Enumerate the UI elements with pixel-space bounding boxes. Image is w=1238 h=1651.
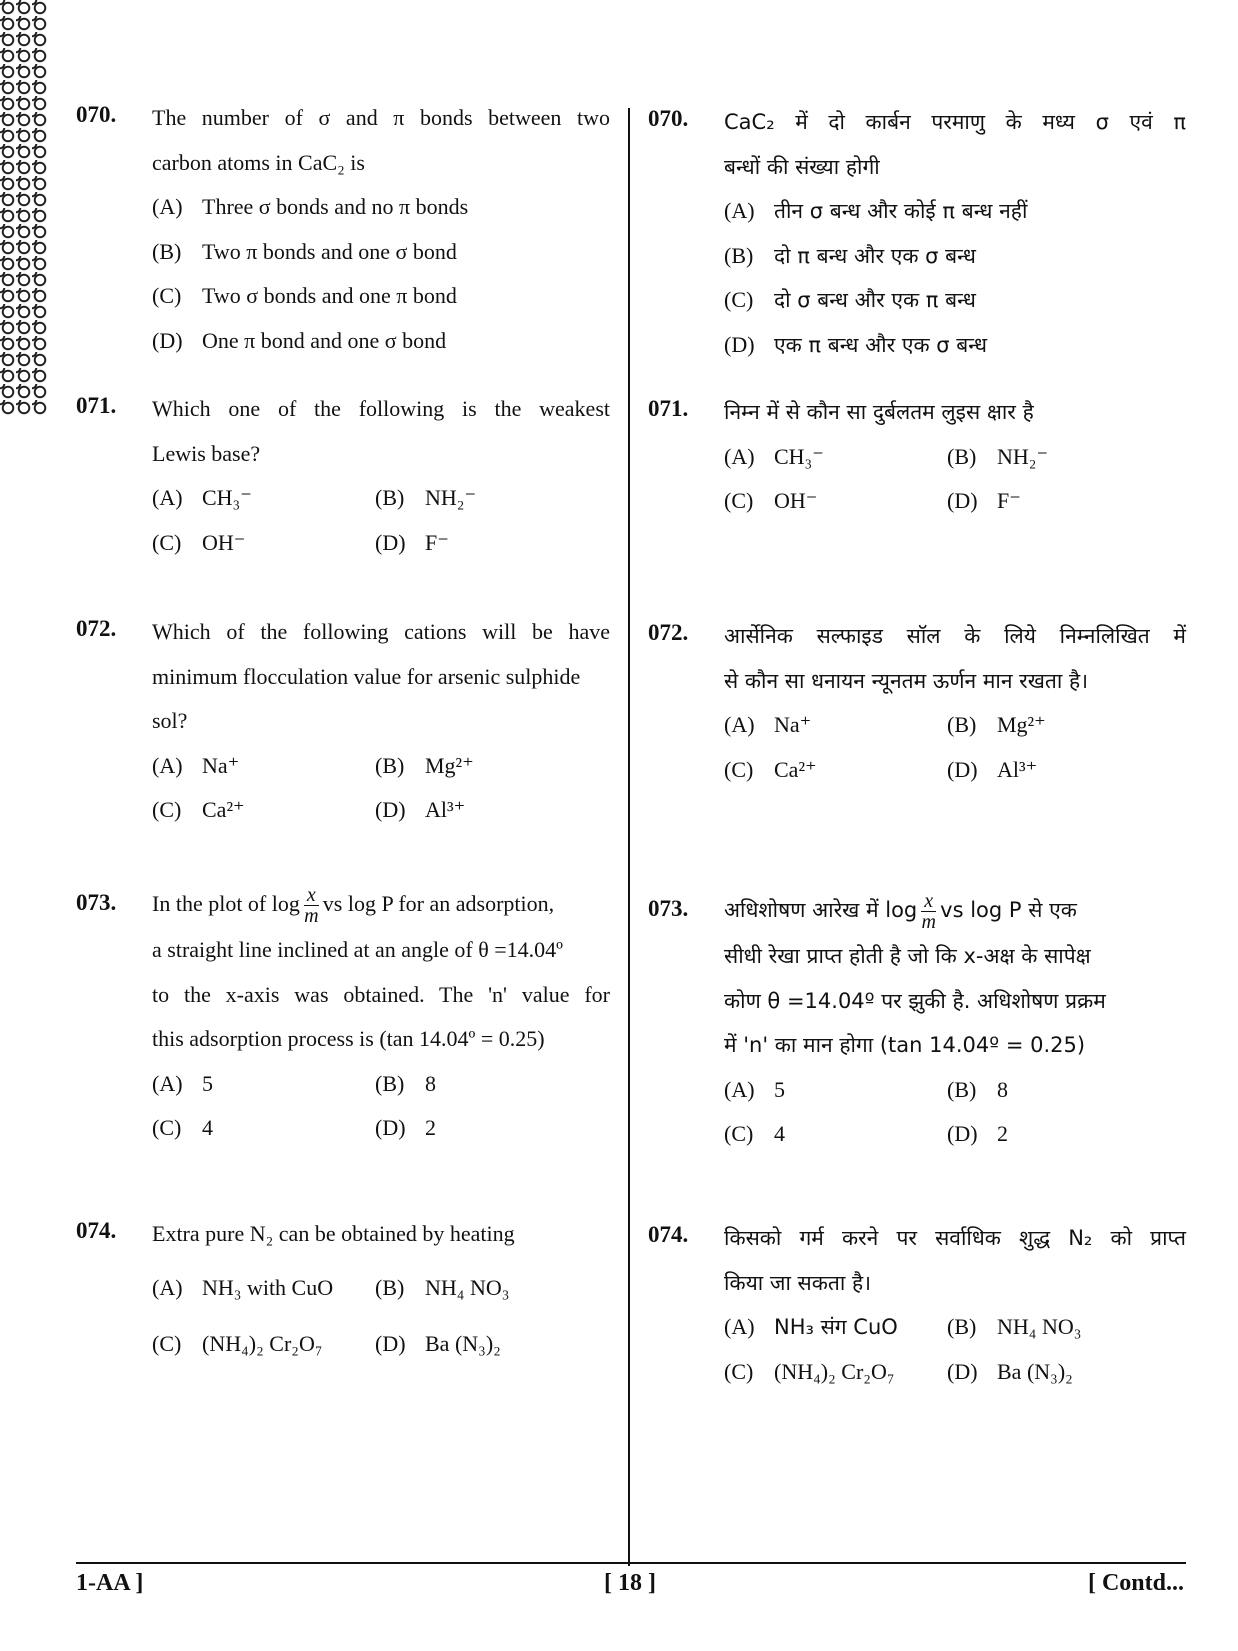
booklet-code: 1-AA ] [76, 1570, 144, 1596]
question-stem: Extra pure N₂ can be obtained by heating [152, 1221, 515, 1246]
question-stem: a straight line inclined at an angle of θ =14.04º [152, 937, 563, 962]
question-number: 073. [76, 890, 117, 915]
option-a: (A) CH₃⁻ [152, 485, 252, 510]
option-b: (B) 8 [947, 1076, 1008, 1102]
option-c: (C) दो σ बन्ध और एक π बन्ध [724, 287, 976, 312]
question-stem: The number of σ and π bonds between two [152, 105, 610, 130]
question-stem: किया जा सकता है। [724, 1270, 872, 1295]
continued-label: [ Contd... [1087, 1570, 1184, 1596]
question-stem: to the x-axis was obtained. The 'n' value for [152, 981, 610, 1007]
option-a: (A) NH₃ with CuO [152, 1275, 334, 1300]
question-stem: बन्धों की संख्या होगी [724, 154, 880, 179]
question-stem: minimum flocculation value for arsenic sulphide [152, 663, 581, 689]
question-stem: से कौन सा धनायन न्यूनतम ऊर्णन मान रखता है। [724, 668, 1089, 693]
option-b: (B) दो π बन्ध और एक σ बन्ध [724, 242, 976, 268]
question-stem: CaC₂ में दो कार्बन परमाणु के मध्य σ एवं π [724, 110, 1186, 134]
option-row [724, 485, 1186, 530]
option-a: (A) तीन σ बन्ध और कोई π बन्ध नहीं [724, 198, 1028, 223]
question-number: 071. [648, 396, 689, 421]
option-d: (D) Al³⁺ [375, 797, 466, 822]
option-b: (B) Mg²⁺ [947, 712, 1046, 737]
question-number: 070. [648, 106, 689, 131]
option-d: (D) Al³⁺ [947, 756, 1038, 782]
option-row [152, 527, 610, 572]
page-number: [ 18 ] [604, 1570, 656, 1596]
option-a: (A) CH₃⁻ [724, 443, 824, 469]
option-row [724, 441, 1186, 486]
option-row [152, 1112, 610, 1157]
option-d: (D) Ba (N₃)₂ [947, 1358, 1073, 1384]
fraction-x-over-m: $\frac{x}{m}$ [921, 890, 936, 934]
option-c: (C) 4 [152, 1115, 213, 1140]
option-row [152, 482, 610, 527]
option-row [152, 750, 610, 795]
question-stem: कोण θ =14.04º पर झुकी है. अधिशोषण प्रक्रम [724, 988, 1106, 1013]
option-row [152, 1272, 610, 1328]
option-c: (C) (NH₄)₂ Cr₂O₇ [724, 1358, 895, 1384]
question-stem: निम्न में से कौन सा दुर्बलतम लुइस क्षार है [724, 400, 1034, 424]
question-stem: आर्सेनिक सल्फाइड सॉल के लिये निम्नलिखित में [724, 624, 1186, 648]
question-number: 072. [76, 616, 117, 641]
option-d: (D) F⁻ [375, 529, 449, 555]
option-row [724, 1074, 1186, 1119]
option-row [724, 1356, 1186, 1401]
question-stem: किसको गर्म करने पर सर्वाधिक शुद्ध N₂ को प्राप्त [724, 1226, 1186, 1250]
question-number: 070. [76, 102, 117, 127]
option-a: (A) 5 [724, 1076, 785, 1102]
question-number: 073. [648, 896, 689, 921]
fraction-x-over-m: $\frac{x}{m}$ [304, 884, 319, 928]
option-c: (C) Ca²⁺ [152, 797, 245, 822]
question-stem: sol? [152, 708, 188, 733]
question-stem: में 'n' का मान होगा (tan 14.04º = 0.25) [724, 1033, 1086, 1057]
question-stem: अधिशोषण आरेख में log $\frac{x}{m}$ vs log P से एक [724, 890, 1077, 934]
option-row [152, 794, 610, 839]
column-divider [628, 108, 630, 1566]
option-d: (D) F⁻ [947, 488, 1021, 513]
option-b: (B) Mg²⁺ [375, 752, 474, 778]
option-d: (D) Ba (N₃)₂ [375, 1331, 501, 1356]
decorative-margin-pattern [0, 0, 50, 415]
question-number: 074. [648, 1222, 689, 1247]
option-c: (C) Two σ bonds and one π bond [152, 283, 457, 308]
option-row [724, 1118, 1186, 1163]
option-c: (C) 4 [724, 1121, 785, 1146]
question-number: 074. [76, 1218, 117, 1243]
option-d: (D) One π bond and one σ bond [152, 327, 447, 353]
option-a: (A) NH₃ संग CuO [724, 1314, 898, 1339]
option-c: (C) (NH₄)₂ Cr₂O₇ [152, 1331, 323, 1356]
option-a: (A) Na⁺ [152, 752, 240, 778]
option-b: (B) NH₄ NO₃ [947, 1314, 1082, 1339]
option-b: (B) NH₄ NO₃ [375, 1275, 510, 1300]
option-a: (A) Na⁺ [724, 712, 812, 737]
option-b: (B) NH₂⁻ [947, 443, 1049, 469]
question-number: 071. [76, 393, 117, 418]
question-number: 072. [648, 620, 689, 645]
question-stem: Lewis base? [152, 440, 261, 466]
option-b: (B) Two π bonds and one σ bond [152, 238, 457, 264]
option-b: (B) NH₂⁻ [375, 485, 477, 510]
option-a: (A) 5 [152, 1070, 213, 1096]
question-stem: Which of the following cations will be have [152, 619, 610, 644]
option-d: (D) एक π बन्ध और एक σ बन्ध [724, 331, 988, 357]
question-stem: this adsorption process is (tan 14.04º = 0.25) [152, 1026, 545, 1051]
option-c: (C) Ca²⁺ [724, 756, 817, 782]
option-row [724, 1311, 1186, 1356]
question-stem: In the plot of log $\frac{x}{m}$ vs log P for an adsorption, [152, 884, 555, 928]
option-d: (D) 2 [375, 1115, 436, 1140]
footer-rule [76, 1562, 1186, 1564]
option-row [152, 1328, 610, 1373]
option-row [724, 754, 1186, 799]
option-d: (D) 2 [947, 1121, 1008, 1146]
option-b: (B) 8 [375, 1070, 436, 1096]
question-stem: सीधी रेखा प्राप्त होती है जो कि x-अक्ष के सापेक्ष [724, 944, 1091, 968]
question-stem: carbon atoms in CaC₂ is [152, 149, 365, 175]
question-stem: Which one of the following is the weakest [152, 396, 610, 421]
option-row [152, 1068, 610, 1113]
option-c: (C) OH⁻ [152, 529, 246, 555]
option-row [724, 709, 1186, 754]
option-c: (C) OH⁻ [724, 488, 818, 513]
option-a: (A) Three σ bonds and no π bonds [152, 194, 469, 219]
